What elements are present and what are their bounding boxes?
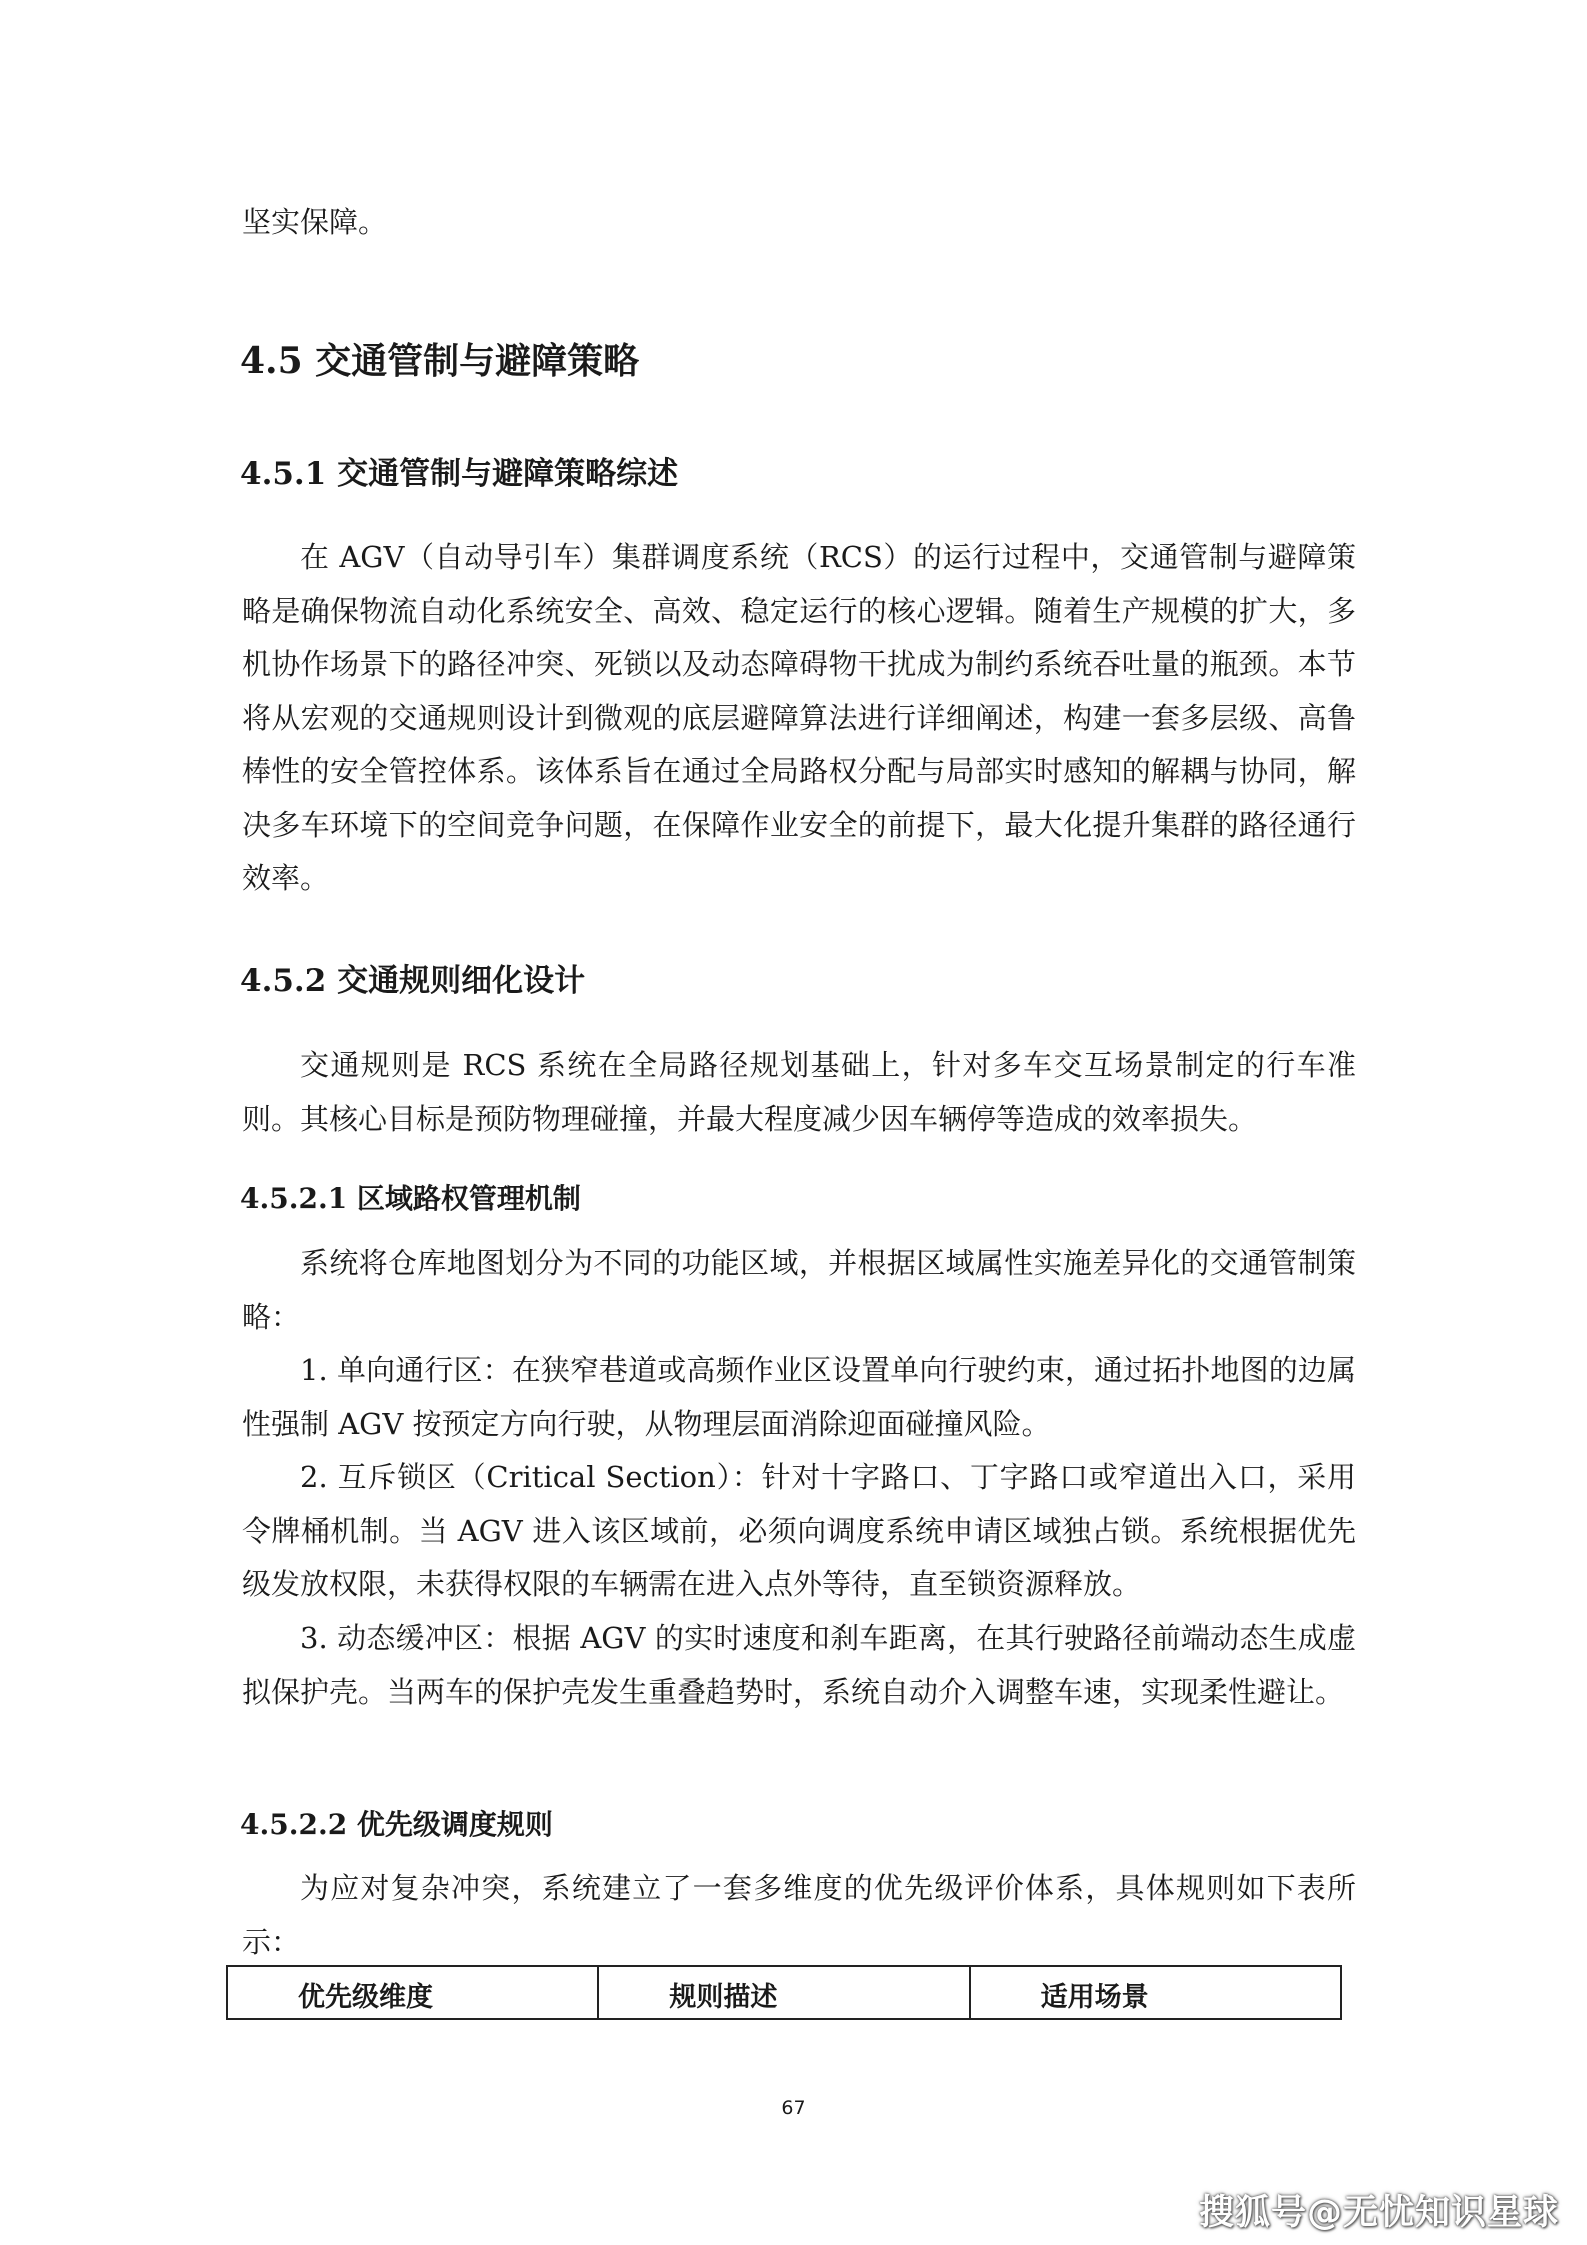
section-title: 4.5 交通管制与避障策略 <box>240 340 640 382</box>
watermark: 搜狐号@无忧知识星球 <box>1198 2193 1559 2233</box>
list-item-critical-section: 2. 互斥锁区（Critical Section）：针对十字路口、丁字路口或窄道出入口，采用令牌桶机制。当 AGV 进入该区域前，必须向调度系统申请区域独占锁。系统根据优先级发放权限，未获得权限的车辆需在进入点外等待，直至锁资源释放。 <box>242 1460 1356 1601</box>
subsection-4-5-1-body: 在 AGV（自动导引车）集群调度系统（RCS）的运行过程中，交通管制与避障策略是确保物流自动化系统安全、高效、稳定运行的核心逻辑。随着生产规模的扩大，多机协作场景下的路径冲突、死锁以及动态障碍物干扰成为制约系统吞吐量的瓶颈。本节将从宏观的交通规则设计到微观的底层避障算法进行详细阐述，构建一套多层级、高鲁棒性的安全管控体系。该体系旨在通过全局路权分配与局部实时感知的解耦与协同，解决多车环境下的空间竞争问题，在保障作业安全的前提下，最大化提升集群的路径通行效率。 <box>242 540 1356 895</box>
subsection-4-5-2-1-title: 4.5.2.1 区域路权管理机制 <box>240 1182 581 1215</box>
table-header-description: 规则描述 <box>598 1966 969 2019</box>
list-item-one-way: 1. 单向通行区：在狭窄巷道或高频作业区设置单向行驶约束，通过拓扑地图的边属性强制 AGV 按预定方向行驶，从物理层面消除迎面碰撞风险。 <box>242 1353 1356 1441</box>
table-header-scenario: 适用场景 <box>970 1966 1341 2019</box>
subsection-4-5-2-1-intro: 系统将仓库地图划分为不同的功能区域，并根据区域属性实施差异化的交通管制策略： <box>242 1246 1356 1334</box>
subsection-4-5-2-body: 交通规则是 RCS 系统在全局路径规划基础上，针对多车交互场景制定的行车准则。其核心目标是预防物理碰撞，并最大程度减少因车辆停等造成的效率损失。 <box>242 1048 1356 1136</box>
page-number: 67 <box>781 2097 806 2119</box>
priority-rules-table <box>226 1965 1342 2020</box>
list-item-dynamic-buffer: 3. 动态缓冲区：根据 AGV 的实时速度和刹车距离，在其行驶路径前端动态生成虚拟保护壳。当两车的保护壳发生重叠趋势时，系统自动介入调整车速，实现柔性避让。 <box>242 1621 1356 1709</box>
subsection-4-5-1-title: 4.5.1 交通管制与避障策略综述 <box>240 456 679 492</box>
subsection-4-5-2-2-title: 4.5.2.2 优先级调度规则 <box>240 1808 553 1841</box>
intro-line: 坚实保障。 <box>242 205 388 239</box>
table-header-row <box>227 1966 1341 2019</box>
table-header-dimension: 优先级维度 <box>227 1966 598 2019</box>
subsection-4-5-2-2-intro: 为应对复杂冲突，系统建立了一套多维度的优先级评价体系，具体规则如下表所示： <box>242 1871 1356 1959</box>
subsection-4-5-2-title: 4.5.2 交通规则细化设计 <box>240 963 586 999</box>
